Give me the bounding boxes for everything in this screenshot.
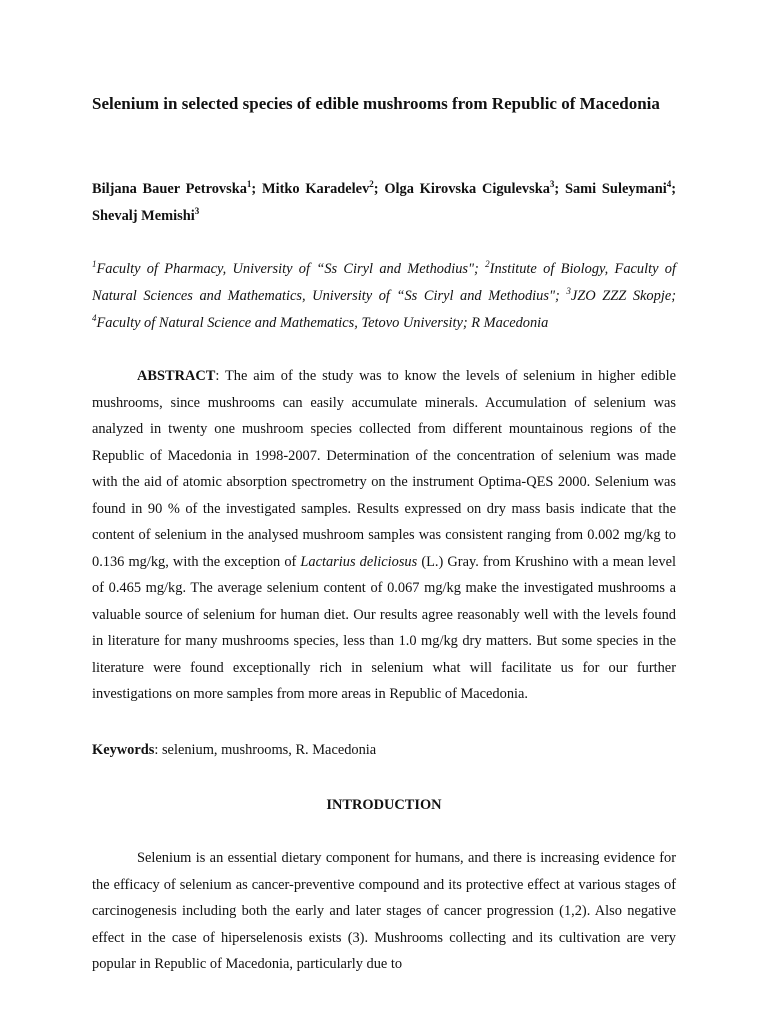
author: Shevalj Memishi$^3$	[92, 206, 200, 224]
affiliation: Faculty of Natural Science and Mathematics, Tetovo University; R Macedonia	[96, 315, 549, 331]
keywords: Keywords: selenium, mushrooms, R. Macedonia	[92, 742, 377, 758]
keywords-label: Keywords	[92, 742, 155, 758]
paper-title: Selenium in selected species of edible mushrooms from Republic of Macedonia	[92, 94, 660, 113]
section-heading-introduction: INTRODUCTION	[326, 797, 442, 813]
affiliation: JZO ZZZ Skopje;	[570, 288, 677, 304]
affiliation: Faculty of Pharmacy, University of “Ss Ciryl and Methodius";	[96, 261, 486, 277]
abstract-label: ABSTRACT	[137, 368, 216, 384]
author: Biljana Bauer Petrovska$^1$;	[92, 179, 262, 197]
author: Mitko Karadelev$^2$;	[261, 179, 385, 197]
affiliation: Institute of Biology, Faculty of Natural Sciences and Mathematics, University of “Ss Ciryl and Methodius";	[92, 261, 676, 304]
species-name: Lactarius deliciosus	[300, 553, 418, 570]
author: Sami Suleymani$^4$;	[564, 179, 677, 197]
abstract: ABSTRACT: The aim of the study was to know the levels of selenium in higher edible mushrooms, since mushrooms can easily accumulate minerals. Accumulation of selenium was analyzed in twenty one mushroom species collected from different mountainous regions of the Republic of Macedonia in 1998-2007. Determination of the concentration of selenium was made with the aid of atomic absorption spectrometry on the instrument Optima-QES 2000. Selenium was found in 90 % of the investigated samples. Results expressed on dry mass basis indicate that the content of selenium in the analysed mushroom samples was consistent ranging from 0.002 mg/kg to 0.136 mg/kg, with the exception of Lactarius deliciosus (L.) Gray. from Krushino with a mean level of 0.465 mg/kg. The average selenium content of 0.067 mg/kg make the investigated mushrooms a valuable source of selenium for human diet. Our results agree reasonably well with the levels found in literature for many mushrooms species, less than 1.0 mg/kg dry matters. But some species in the literature were found exceptionally rich in selenium what will facilitate us for our further investigations on more samples from more areas in Republic of Macedonia.	[92, 368, 677, 702]
affiliations: $^1$Faculty of Pharmacy, University of “Ss Ciryl and Methodius"; $^2$Institute of Biology, Faculty of Natural Sciences and Mathematics, University of “Ss Ciryl and Methodius"; $^3$JZO ZZZ Skopje; $^4$Faculty of Natural Science and Mathematics, Tetovo University; R Macedonia	[92, 259, 677, 331]
author-list	[92, 176, 676, 230]
author: Olga Kirovska Cigulevska$^3$;	[384, 179, 565, 197]
introduction-paragraph: Selenium is an essential dietary component for humans, and there is increasing evidence for the efficacy of selenium as cancer-preventive compound and its protective effect at various stages of carcinogenesis including both the early and later stages of cancer progression (1,2). Also negative effect in the case of hiperselenosis exists (3). Mushrooms collecting and its cultivation are very popular in Republic of Macedonia, particularly due to	[92, 850, 676, 972]
